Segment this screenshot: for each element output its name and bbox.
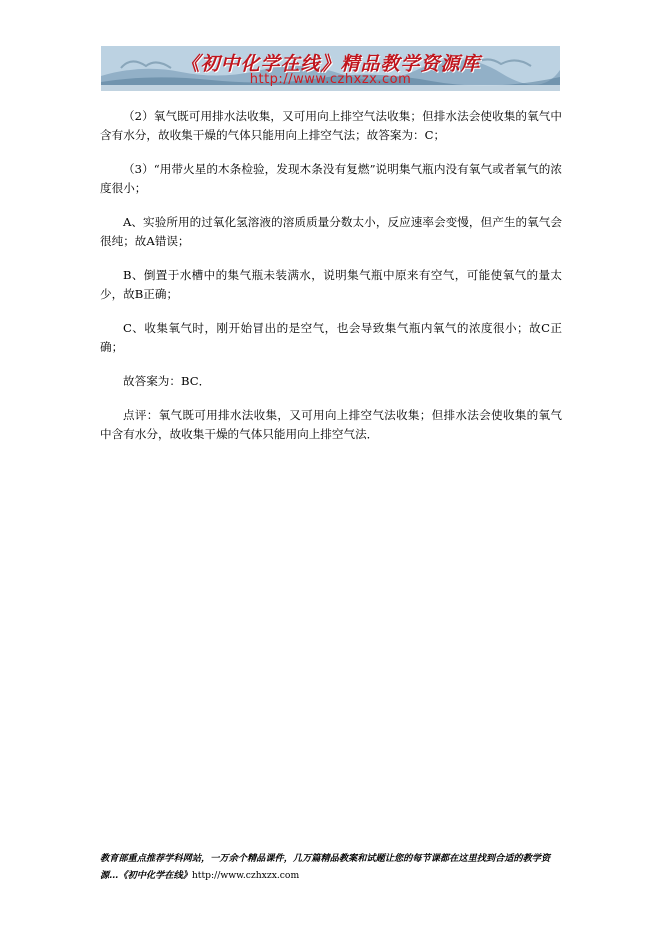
document-body <box>100 107 562 459</box>
banner-title: 《初中化学在线》精品教学资源库 <box>180 53 481 75</box>
footer-url[interactable]: http://www.czhxzx.com <box>191 870 300 881</box>
paragraph-option-c: C、收集氧气时，刚开始冒出的是空气，也会导致集气瓶内氧气的浓度很小；故C正确； <box>100 321 562 354</box>
header-banner <box>101 46 560 91</box>
page-footer <box>100 850 565 884</box>
banner-url[interactable]: http://www.czhxzx.com <box>249 72 412 87</box>
paragraph-answer-3: （3）“用带火星的木条检验，发现木条没有复燃”说明集气瓶内没有氧气或者氧气的浓度很小； <box>100 162 562 195</box>
paragraph-comment: 点评：氧气既可用排水法收集，又可用向上排空气法收集；但排水法会使收集的氧气中含有水分，故收集干燥的气体只能用向上排空气法． <box>100 408 562 441</box>
paragraph-answer-2: （2）氧气既可用排水法收集，又可用向上排空气法收集；但排水法会使收集的氧气中含有水分，故收集干燥的气体只能用向上排空气法；故答案为：C； <box>100 109 562 142</box>
footer-text: 教育部重点推荐学科网站，一万余个精品课件，几万篇精品教案和试题让您的每节课都在这里找到合适的教学资源…《初中化学在线》 <box>100 853 551 881</box>
paragraph-option-a: A、实验所用的过氧化氢溶液的溶质质量分数太小，反应速率会变慢，但产生的氧气会很纯；故A错误； <box>100 215 562 248</box>
paragraph-final-answer: 故答案为：BC． <box>123 374 211 388</box>
paragraph-option-b: B、倒置于水槽中的集气瓶未装满水，说明集气瓶中原来有空气，可能使氧气的量太少，故B正确； <box>100 268 562 301</box>
